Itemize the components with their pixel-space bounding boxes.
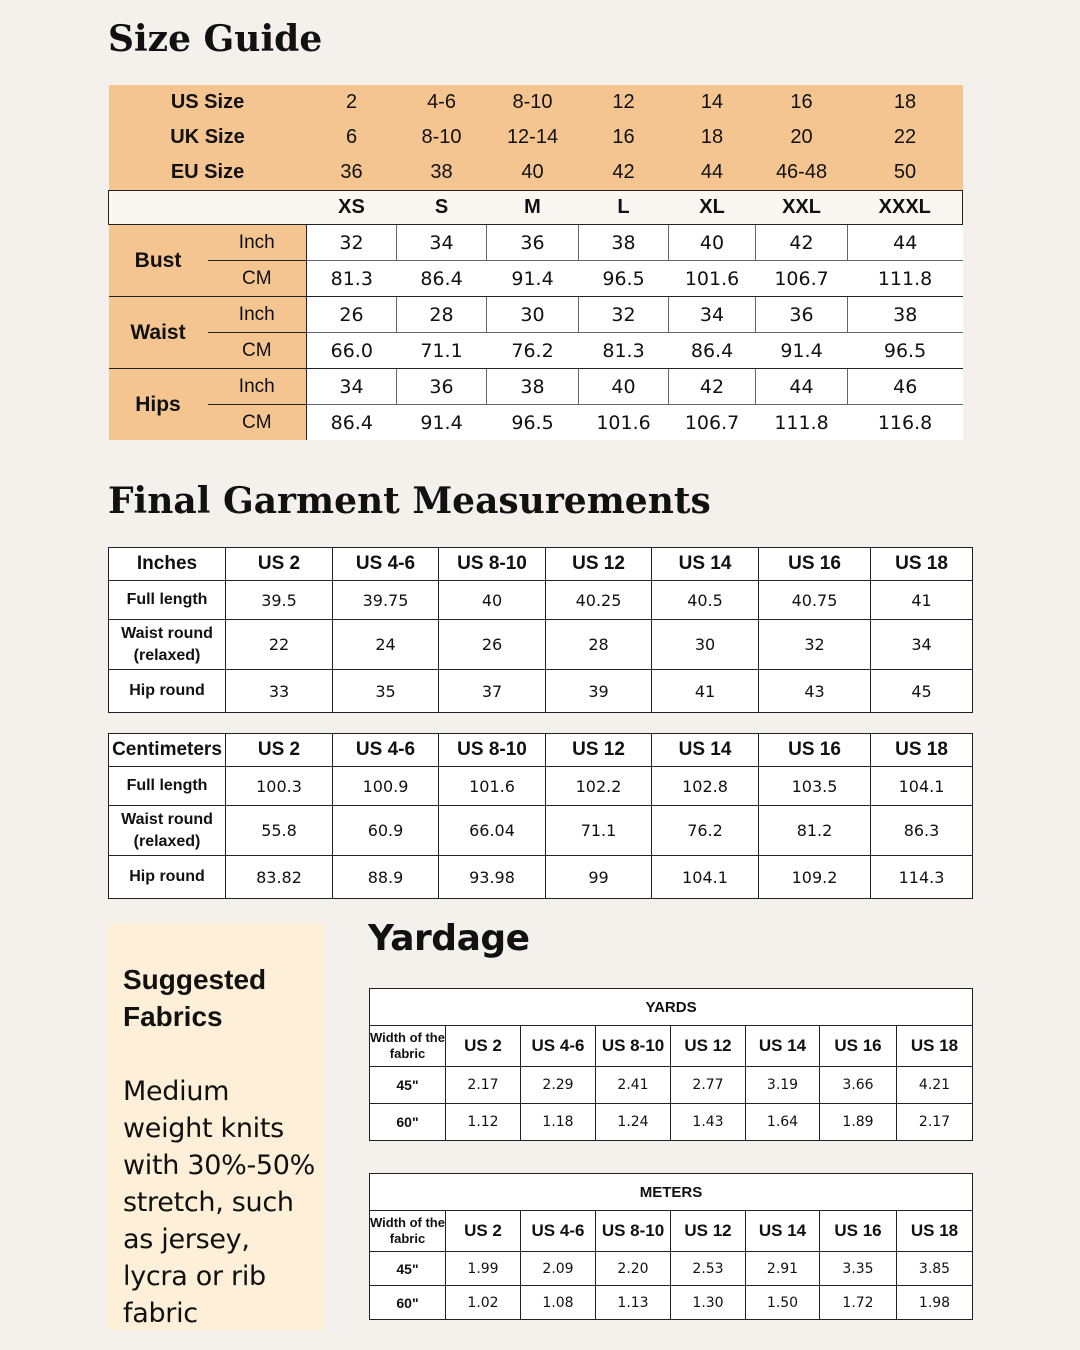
garment-inches-header	[109, 548, 973, 581]
us-size-cell: 8-10	[487, 85, 579, 120]
bust-inch-row	[109, 225, 963, 261]
width-of-fabric-label: Width of the fabric	[370, 1026, 446, 1067]
value-cell: 93.98	[439, 856, 546, 899]
size-header-cell: US 16	[820, 1211, 897, 1252]
waist-inch-cell: 26	[307, 297, 397, 333]
letter-size-cell: L	[579, 191, 669, 225]
meters-caption-row	[370, 1174, 973, 1211]
waist-round-row	[109, 620, 973, 670]
waist-inch-cell: 36	[756, 297, 848, 333]
full-length-label: Full length	[109, 581, 226, 620]
value-cell: 104.1	[652, 856, 759, 899]
value-cell: 55.8	[226, 806, 333, 856]
waist-cm-cell: 71.1	[397, 333, 487, 369]
waist-label: Waist	[109, 297, 208, 369]
waist-cm-cell: 76.2	[487, 333, 579, 369]
value-cell: 2.53	[671, 1252, 746, 1286]
value-cell: 1.99	[446, 1252, 521, 1286]
value-cell: 30	[652, 620, 759, 670]
value-cell: 81.2	[759, 806, 871, 856]
value-cell: 45	[871, 670, 973, 713]
value-cell: 100.9	[333, 767, 439, 806]
waist-round-label-line2: (relaxed)	[133, 646, 201, 664]
unit-inch-label: Inch	[208, 369, 307, 405]
hip-round-row	[109, 856, 973, 899]
fabric-width-label: 45"	[370, 1252, 446, 1286]
value-cell: 114.3	[871, 856, 973, 899]
size-header-cell: US 4-6	[333, 548, 439, 581]
eu-size-cell: 38	[397, 155, 487, 191]
unit-inch-label: Inch	[208, 225, 307, 261]
eu-size-row	[109, 155, 963, 191]
letter-size-cell: S	[397, 191, 487, 225]
size-guide-title: Size Guide	[108, 18, 323, 60]
value-cell: 1.08	[521, 1286, 596, 1320]
uk-size-cell: 12-14	[487, 120, 579, 155]
garment-centimeters-table	[108, 733, 973, 899]
eu-size-cell: 46-48	[756, 155, 848, 191]
letter-size-cell: XS	[307, 191, 397, 225]
yards-caption: YARDS	[370, 989, 973, 1026]
hips-label: Hips	[109, 369, 208, 441]
bust-inch-cell: 42	[756, 225, 848, 261]
value-cell: 1.43	[671, 1104, 746, 1141]
value-cell: 88.9	[333, 856, 439, 899]
letter-size-cell: XXXL	[848, 191, 963, 225]
size-header-cell: US 14	[652, 548, 759, 581]
value-cell: 71.1	[546, 806, 652, 856]
size-header-cell: US 2	[226, 548, 333, 581]
value-cell: 99	[546, 856, 652, 899]
hips-cm-cell: 101.6	[579, 405, 669, 441]
size-header-cell: US 18	[871, 734, 973, 767]
waist-round-row	[109, 806, 973, 856]
final-garment-title: Final Garment Measurements	[108, 480, 711, 522]
value-cell: 102.2	[546, 767, 652, 806]
size-header-cell: US 12	[671, 1026, 746, 1067]
value-cell: 2.29	[521, 1067, 596, 1104]
value-cell: 40.5	[652, 581, 759, 620]
uk-size-cell: 22	[848, 120, 963, 155]
full-length-label: Full length	[109, 767, 226, 806]
waist-inch-cell: 38	[848, 297, 963, 333]
uk-size-row	[109, 120, 963, 155]
size-header-cell: US 18	[871, 548, 973, 581]
bust-cm-cell: 111.8	[848, 261, 963, 297]
value-cell: 43	[759, 670, 871, 713]
value-cell: 39	[546, 670, 652, 713]
unit-cm-label: CM	[208, 333, 307, 369]
hips-inch-cell: 40	[579, 369, 669, 405]
value-cell: 1.13	[596, 1286, 671, 1320]
eu-size-cell: 36	[307, 155, 397, 191]
value-cell: 4.21	[897, 1067, 973, 1104]
bust-inch-cell: 40	[669, 225, 756, 261]
hips-cm-cell: 86.4	[307, 405, 397, 441]
value-cell: 76.2	[652, 806, 759, 856]
letter-size-cell: XL	[669, 191, 756, 225]
waist-cm-cell: 66.0	[307, 333, 397, 369]
value-cell: 39.5	[226, 581, 333, 620]
size-header-cell: US 12	[546, 734, 652, 767]
size-header-cell: US 14	[746, 1026, 820, 1067]
suggested-fabrics-panel	[108, 923, 324, 1330]
waist-inch-row	[109, 297, 963, 333]
value-cell: 3.85	[897, 1252, 973, 1286]
us-size-row	[109, 85, 963, 120]
bust-inch-cell: 34	[397, 225, 487, 261]
value-cell: 1.30	[671, 1286, 746, 1320]
value-cell: 86.3	[871, 806, 973, 856]
value-cell: 34	[871, 620, 973, 670]
waist-cm-row	[109, 333, 963, 369]
yards-row-45	[370, 1067, 973, 1104]
garment-inches-table	[108, 547, 973, 713]
value-cell: 35	[333, 670, 439, 713]
size-header-cell: US 12	[546, 548, 652, 581]
value-cell: 24	[333, 620, 439, 670]
waist-cm-cell: 86.4	[669, 333, 756, 369]
value-cell: 1.89	[820, 1104, 897, 1141]
size-header-cell: US 18	[897, 1211, 973, 1252]
value-cell: 1.02	[446, 1286, 521, 1320]
value-cell: 100.3	[226, 767, 333, 806]
garment-centimeters-header	[109, 734, 973, 767]
value-cell: 2.91	[746, 1252, 820, 1286]
size-header-cell: US 8-10	[596, 1026, 671, 1067]
waist-round-label-line1: Waist round	[121, 810, 213, 828]
waist-inch-cell: 30	[487, 297, 579, 333]
inches-label: Inches	[109, 548, 226, 581]
waist-round-label	[109, 806, 226, 856]
value-cell: 109.2	[759, 856, 871, 899]
uk-size-cell: 18	[669, 120, 756, 155]
bust-inch-cell: 36	[487, 225, 579, 261]
size-header-cell: US 2	[446, 1211, 521, 1252]
value-cell: 104.1	[871, 767, 973, 806]
value-cell: 1.98	[897, 1286, 973, 1320]
bust-label: Bust	[109, 225, 208, 297]
bust-inch-cell: 38	[579, 225, 669, 261]
waist-round-label	[109, 620, 226, 670]
hips-inch-cell: 44	[756, 369, 848, 405]
value-cell: 2.20	[596, 1252, 671, 1286]
size-guide-table	[108, 85, 963, 440]
letter-size-cell: M	[487, 191, 579, 225]
size-header-cell: US 4-6	[521, 1211, 596, 1252]
value-cell: 103.5	[759, 767, 871, 806]
value-cell: 22	[226, 620, 333, 670]
waist-inch-cell: 28	[397, 297, 487, 333]
value-cell: 2.09	[521, 1252, 596, 1286]
bust-cm-cell: 91.4	[487, 261, 579, 297]
letter-size-row	[109, 191, 963, 225]
meters-row-45	[370, 1252, 973, 1286]
hips-cm-cell: 96.5	[487, 405, 579, 441]
yardage-meters-table	[369, 1173, 973, 1320]
yards-row-60	[370, 1104, 973, 1141]
hips-cm-cell: 116.8	[848, 405, 963, 441]
uk-size-label: UK Size	[109, 120, 307, 155]
value-cell: 41	[652, 670, 759, 713]
uk-size-cell: 16	[579, 120, 669, 155]
hip-round-label: Hip round	[109, 670, 226, 713]
size-header-cell: US 16	[820, 1026, 897, 1067]
unit-cm-label: CM	[208, 405, 307, 441]
fabric-width-label: 60"	[370, 1104, 446, 1141]
value-cell: 41	[871, 581, 973, 620]
waist-cm-cell: 81.3	[579, 333, 669, 369]
eu-size-label: EU Size	[109, 155, 307, 191]
eu-size-cell: 42	[579, 155, 669, 191]
value-cell: 101.6	[439, 767, 546, 806]
centimeters-label: Centimeters	[109, 734, 226, 767]
hips-inch-cell: 42	[669, 369, 756, 405]
meters-caption: METERS	[370, 1174, 973, 1211]
value-cell: 40.75	[759, 581, 871, 620]
size-header-cell: US 2	[446, 1026, 521, 1067]
size-header-cell: US 16	[759, 734, 871, 767]
letter-size-cell: XXL	[756, 191, 848, 225]
hips-inch-cell: 46	[848, 369, 963, 405]
meters-header-row	[370, 1211, 973, 1252]
eu-size-cell: 50	[848, 155, 963, 191]
value-cell: 40	[439, 581, 546, 620]
value-cell: 60.9	[333, 806, 439, 856]
us-size-cell: 4-6	[397, 85, 487, 120]
uk-size-cell: 20	[756, 120, 848, 155]
size-header-cell: US 4-6	[521, 1026, 596, 1067]
value-cell: 2.17	[446, 1067, 521, 1104]
bust-cm-cell: 106.7	[756, 261, 848, 297]
size-header-cell: US 16	[759, 548, 871, 581]
bust-cm-row	[109, 261, 963, 297]
uk-size-cell: 6	[307, 120, 397, 155]
hips-cm-row	[109, 405, 963, 441]
bust-cm-cell: 101.6	[669, 261, 756, 297]
size-header-cell: US 8-10	[439, 548, 546, 581]
bust-inch-cell: 32	[307, 225, 397, 261]
us-size-cell: 2	[307, 85, 397, 120]
us-size-cell: 18	[848, 85, 963, 120]
size-header-cell: US 18	[897, 1026, 973, 1067]
value-cell: 39.75	[333, 581, 439, 620]
value-cell: 3.19	[746, 1067, 820, 1104]
size-header-cell: US 12	[671, 1211, 746, 1252]
size-header-cell: US 8-10	[596, 1211, 671, 1252]
value-cell: 1.18	[521, 1104, 596, 1141]
value-cell: 1.24	[596, 1104, 671, 1141]
hips-inch-cell: 34	[307, 369, 397, 405]
yards-header-row	[370, 1026, 973, 1067]
value-cell: 1.72	[820, 1286, 897, 1320]
yardage-yards-table	[369, 988, 973, 1141]
fabric-width-label: 60"	[370, 1286, 446, 1320]
value-cell: 28	[546, 620, 652, 670]
size-header-cell: US 4-6	[333, 734, 439, 767]
value-cell: 1.12	[446, 1104, 521, 1141]
us-size-label: US Size	[109, 85, 307, 120]
bust-cm-cell: 96.5	[579, 261, 669, 297]
yards-caption-row	[370, 989, 973, 1026]
us-size-cell: 14	[669, 85, 756, 120]
value-cell: 3.35	[820, 1252, 897, 1286]
size-header-cell: US 2	[226, 734, 333, 767]
waist-inch-cell: 32	[579, 297, 669, 333]
suggested-fabrics-text: Medium weight knits with 30%-50% stretch, such as jersey, lycra or rib fabric	[123, 1076, 316, 1329]
value-cell: 32	[759, 620, 871, 670]
eu-size-cell: 40	[487, 155, 579, 191]
waist-cm-cell: 96.5	[848, 333, 963, 369]
waist-inch-cell: 34	[669, 297, 756, 333]
size-header-cell: US 8-10	[439, 734, 546, 767]
uk-size-cell: 8-10	[397, 120, 487, 155]
hips-cm-cell: 111.8	[756, 405, 848, 441]
us-size-cell: 12	[579, 85, 669, 120]
hips-cm-cell: 91.4	[397, 405, 487, 441]
bust-cm-cell: 86.4	[397, 261, 487, 297]
value-cell: 102.8	[652, 767, 759, 806]
value-cell: 3.66	[820, 1067, 897, 1104]
bust-inch-cell: 44	[848, 225, 963, 261]
value-cell: 2.77	[671, 1067, 746, 1104]
hips-inch-cell: 36	[397, 369, 487, 405]
value-cell: 37	[439, 670, 546, 713]
value-cell: 1.50	[746, 1286, 820, 1320]
width-of-fabric-label: Width of the fabric	[370, 1211, 446, 1252]
size-header-cell: US 14	[746, 1211, 820, 1252]
hips-inch-row	[109, 369, 963, 405]
eu-size-cell: 44	[669, 155, 756, 191]
suggested-fabrics-title: Suggested Fabrics	[123, 964, 267, 1032]
unit-inch-label: Inch	[208, 297, 307, 333]
hips-inch-cell: 38	[487, 369, 579, 405]
value-cell: 83.82	[226, 856, 333, 899]
value-cell: 33	[226, 670, 333, 713]
hip-round-row	[109, 670, 973, 713]
value-cell: 2.17	[897, 1104, 973, 1141]
yardage-title: Yardage	[368, 918, 530, 959]
full-length-row	[109, 767, 973, 806]
letter-size-blank	[109, 191, 307, 225]
unit-cm-label: CM	[208, 261, 307, 297]
value-cell: 2.41	[596, 1067, 671, 1104]
meters-row-60	[370, 1286, 973, 1320]
hip-round-label: Hip round	[109, 856, 226, 899]
waist-cm-cell: 91.4	[756, 333, 848, 369]
value-cell: 66.04	[439, 806, 546, 856]
value-cell: 40.25	[546, 581, 652, 620]
size-header-cell: US 14	[652, 734, 759, 767]
waist-round-label-line2: (relaxed)	[133, 832, 201, 850]
fabric-width-label: 45"	[370, 1067, 446, 1104]
us-size-cell: 16	[756, 85, 848, 120]
value-cell: 26	[439, 620, 546, 670]
hips-cm-cell: 106.7	[669, 405, 756, 441]
bust-cm-cell: 81.3	[307, 261, 397, 297]
value-cell: 1.64	[746, 1104, 820, 1141]
waist-round-label-line1: Waist round	[121, 624, 213, 642]
full-length-row	[109, 581, 973, 620]
